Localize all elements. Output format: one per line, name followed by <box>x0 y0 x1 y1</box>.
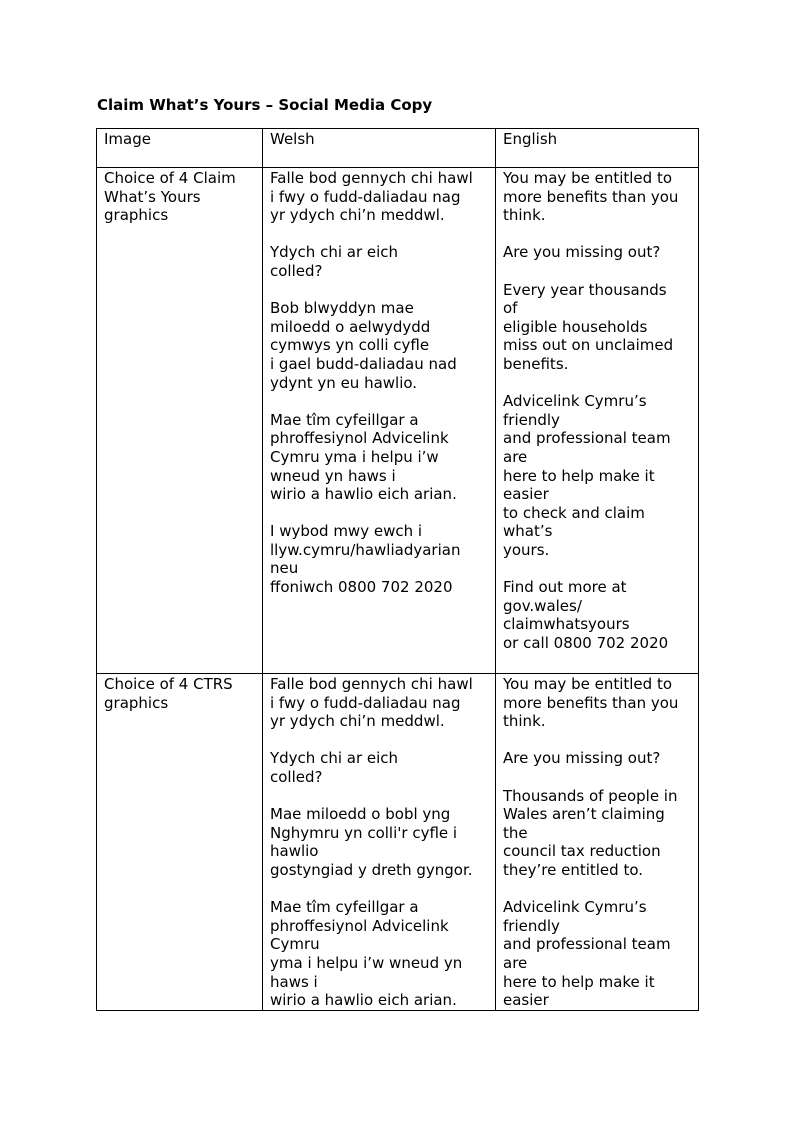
cell-line: yr ydych chi’n meddwl. <box>270 712 445 731</box>
cell-line <box>270 731 488 750</box>
cell-line: I wybod mwy ewch i <box>270 522 423 541</box>
cell-line: easier <box>503 991 549 1010</box>
header-welsh: Welsh <box>263 129 496 168</box>
cell-line: are <box>503 953 528 972</box>
document-title: Claim What’s Yours – Social Media Copy <box>97 96 433 114</box>
cell-line: Advicelink Cymru’s <box>503 898 647 917</box>
cell-line: Falle bod gennych chi hawl <box>270 169 473 187</box>
cell-line <box>270 225 488 244</box>
cell-line: miss out on unclaimed <box>503 336 674 355</box>
table-row <box>97 674 699 1011</box>
cell-line: to check and claim <box>503 503 645 522</box>
cell-line: neu <box>270 559 299 578</box>
image-cell <box>97 168 263 674</box>
cell-line: miloedd o aelwydydd <box>270 317 431 336</box>
cell-line: phroffesiynol Advicelink <box>270 429 449 448</box>
cell-line: wneud yn haws i <box>270 466 396 485</box>
cell-line: here to help make it <box>503 466 655 485</box>
cell-line: are <box>503 447 528 466</box>
cell-line: more benefits than you <box>503 693 679 712</box>
cell-line <box>503 768 691 787</box>
cell-line: yours. <box>503 540 550 559</box>
cell-line: claimwhatsyours <box>503 615 630 634</box>
english-cell <box>496 674 699 1011</box>
cell-line: i gael budd-daliadau nad <box>270 354 457 373</box>
cell-line: ydynt yn eu hawlio. <box>270 373 418 392</box>
cell-line: Falle bod gennych chi hawl <box>270 675 473 693</box>
cell-line: What’s Yours <box>104 187 201 206</box>
cell-line: Cymru <box>270 935 320 954</box>
cell-line: the <box>503 823 528 842</box>
cell-line <box>503 374 691 393</box>
cell-line: Are you missing out? <box>503 243 661 262</box>
cell-line: haws i <box>270 972 318 991</box>
header-english: English <box>496 129 699 168</box>
cell-line: benefits. <box>503 354 569 373</box>
cell-line: colled? <box>270 767 323 786</box>
welsh-cell <box>263 674 496 1011</box>
cell-line <box>503 731 691 750</box>
cell-line: cymwys yn colli cyfle <box>270 336 430 355</box>
cell-line: gostyngiad y dreth gyngor. <box>270 860 473 879</box>
cell-line: Bob blwyddyn mae <box>270 299 414 318</box>
cell-line: and professional team <box>503 935 671 954</box>
cell-line <box>503 225 691 244</box>
cell-line: You may be entitled to <box>503 169 672 187</box>
header-image: Image <box>97 129 263 168</box>
cell-line <box>270 880 488 899</box>
cell-line <box>503 880 691 899</box>
cell-line: hawlio <box>270 842 319 861</box>
cell-line: they’re entitled to. <box>503 860 644 879</box>
cell-line: Ydych chi ar eich <box>270 749 399 768</box>
cell-line: You may be entitled to <box>503 675 672 693</box>
cell-line: Every year thousands <box>503 280 667 299</box>
cell-line: easier <box>503 485 549 504</box>
cell-line: Cymru yma i helpu i’w <box>270 447 439 466</box>
cell-line: Nghymru yn colli'r cyfle i <box>270 823 458 842</box>
cell-line: i fwy o fudd-daliadau nag <box>270 693 461 712</box>
cell-line: eligible households <box>503 317 648 336</box>
social-media-copy-table <box>96 128 699 1011</box>
cell-line: and professional team <box>503 429 671 448</box>
cell-line: think. <box>503 206 546 225</box>
cell-line: here to help make it <box>503 972 655 991</box>
cell-line: Wales aren’t claiming <box>503 805 665 824</box>
cell-line: what’s <box>503 522 553 541</box>
cell-line: Are you missing out? <box>503 749 661 768</box>
cell-line: or call 0800 702 2020 <box>503 633 669 652</box>
cell-line: gov.wales/ <box>503 596 582 615</box>
cell-line <box>270 787 488 806</box>
cell-line: Choice of 4 CTRS <box>104 675 233 693</box>
cell-line <box>503 262 691 281</box>
welsh-cell <box>263 168 496 674</box>
cell-line: Ydych chi ar eich <box>270 243 399 262</box>
cell-line: ffoniwch 0800 702 2020 <box>270 578 453 597</box>
cell-line: i fwy o fudd-daliadau nag <box>270 187 461 206</box>
cell-line: friendly <box>503 916 560 935</box>
cell-line: Advicelink Cymru’s <box>503 392 647 411</box>
cell-line: llyw.cymru/hawliadyarian <box>270 540 461 559</box>
cell-line: think. <box>503 712 546 731</box>
cell-line: friendly <box>503 410 560 429</box>
table-row <box>97 168 699 674</box>
cell-line: Mae tîm cyfeillgar a <box>270 410 419 429</box>
cell-line: yr ydych chi’n meddwl. <box>270 206 445 225</box>
cell-line: of <box>503 299 518 318</box>
cell-line: graphics <box>104 693 169 712</box>
image-cell <box>97 674 263 1011</box>
cell-line: Mae miloedd o bobl yng <box>270 805 451 824</box>
cell-line: council tax reduction <box>503 842 661 861</box>
cell-line: graphics <box>104 206 169 225</box>
cell-line <box>270 392 488 411</box>
cell-line: Mae tîm cyfeillgar a <box>270 898 419 917</box>
cell-line: wirio a hawlio eich arian. <box>270 485 457 504</box>
table-header-row <box>97 129 699 168</box>
cell-line: Find out more at <box>503 578 627 597</box>
cell-line: Thousands of people in <box>503 786 678 805</box>
cell-line: colled? <box>270 261 323 280</box>
cell-line: wirio a hawlio eich arian. <box>270 991 457 1010</box>
english-cell <box>496 168 699 674</box>
cell-line: yma i helpu i’w wneud yn <box>270 953 463 972</box>
cell-line <box>270 504 488 523</box>
cell-line: phroffesiynol Advicelink <box>270 916 449 935</box>
cell-line <box>503 559 691 578</box>
cell-line <box>270 281 488 300</box>
cell-line: Choice of 4 Claim <box>104 169 236 187</box>
cell-line: more benefits than you <box>503 187 679 206</box>
